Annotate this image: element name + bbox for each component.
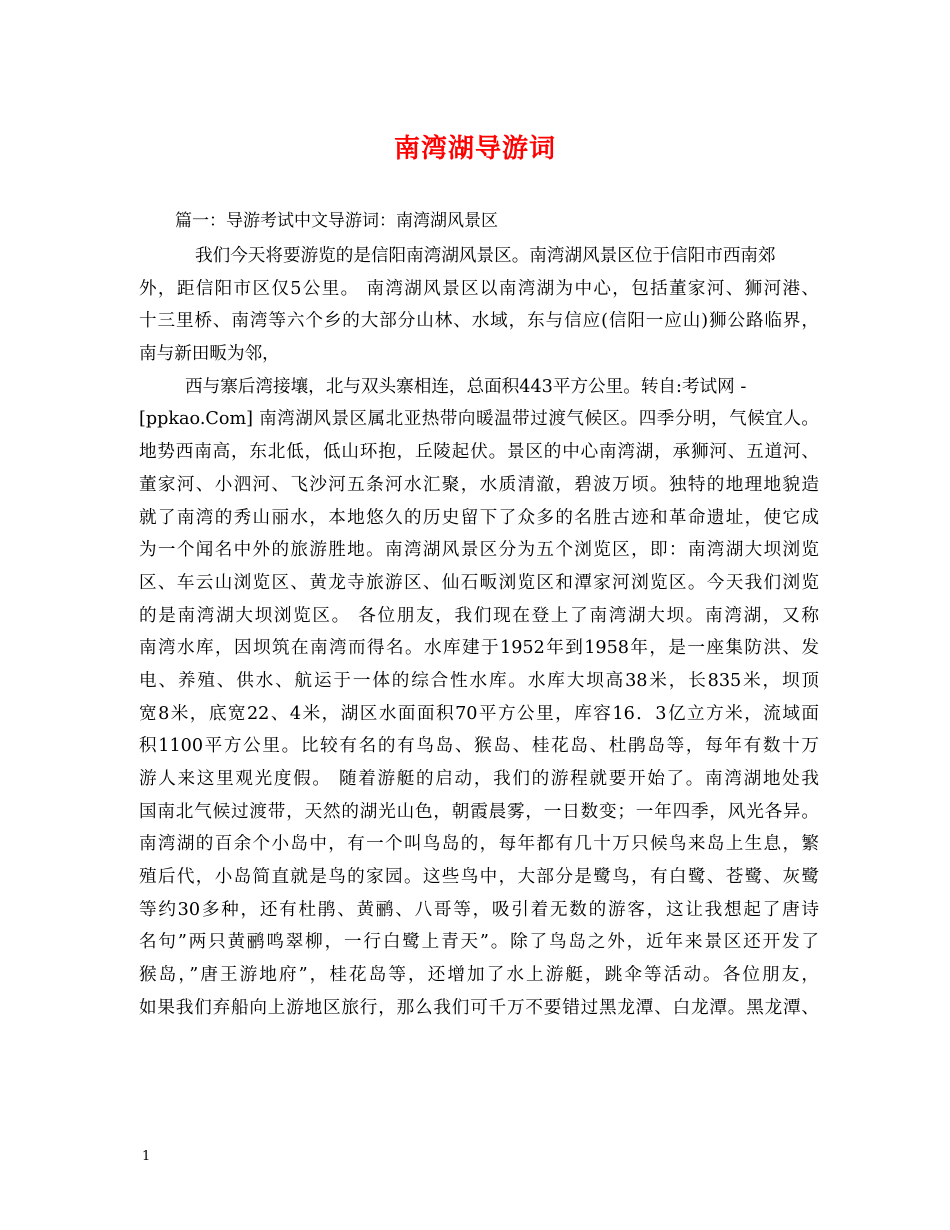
text-line: 西与寨后湾接壤，北与双头寨相连，总面积443平方公里。转自:考试网 - [185, 376, 747, 397]
text-line: 积1100平方公里。比较有名的有鸟岛、猴岛、桂花岛、杜鹃岛等，每年有数十万 [139, 736, 819, 757]
text-line: 猴岛，”唐王游地府”，桂花岛等，还增加了水上游艇，跳伞等活动。各位朋友， [139, 965, 819, 986]
text-line: 南与新田畈为邻， [139, 344, 280, 365]
text-line: 国南北气候过渡带，天然的湖光山色，朝霞晨雾，一日数变；一年四季，风光各异。 [139, 801, 819, 822]
text-line: 为一个闻名中外的旅游胜地。南湾湖风景区分为五个浏览区，即：南湾湖大坝浏览 [139, 540, 819, 561]
body-text [139, 240, 819, 1025]
page-number: 1 [142, 1149, 151, 1164]
text-line: 十三里桥、南湾等六个乡的大部分山林、水域，东与信应(信阳一应山)狮公路临界， [139, 311, 819, 332]
text-line: [ppkao.Com] 南湾湖风景区属北亚热带向暖温带过渡气候区。四季分明，气候宜人。 [139, 409, 819, 430]
text-line: 名句”两只黄鹂鸣翠柳，一行白鹭上青天”。除了鸟岛之外，近年来景区还开发了 [139, 932, 819, 953]
text-line: 董家河、小泗河、飞沙河五条河水汇聚，水质清澈，碧波万顷。独特的地理地貌造 [139, 474, 819, 495]
section-heading: 篇一：导游考试中文导游词：南湾湖风景区 [175, 211, 498, 231]
text-line: 电、养殖、供水、航运于一体的综合性水库。水库大坝高38米，长835米，坝顶 [139, 670, 819, 691]
text-line: 如果我们弃船向上游地区旅行，那么我们可千万不要错过黑龙潭、白龙潭。黑龙潭、 [139, 997, 819, 1018]
text-line: 宽8米，底宽22、4米，湖区水面面积70平方公里，库容16．3亿立方米，流域面 [139, 703, 819, 724]
text-line: 就了南湾的秀山丽水，本地悠久的历史留下了众多的名胜古迹和革命遗址，使它成 [139, 507, 819, 528]
text-line: 南湾水库，因坝筑在南湾而得名。水库建于1952年到1958年，是一座集防洪、发 [139, 638, 819, 659]
text-line: 区、车云山浏览区、黄龙寺旅游区、仙石畈浏览区和潭家河浏览区。今天我们浏览 [139, 572, 819, 593]
text-line: 地势西南高，东北低，低山环抱，丘陵起伏。景区的中心南湾湖，承狮河、五道河、 [139, 442, 819, 463]
text-line: 南湾湖的百余个小岛中，有一个叫鸟岛的，每年都有几十万只候鸟来岛上生息，繁 [139, 834, 819, 855]
document-title: 南湾湖导游词 [393, 134, 556, 164]
text-line: 等约30多种，还有杜鹃、黄鹂、八哥等，吸引着无数的游客，这让我想起了唐诗 [139, 899, 819, 920]
text-line: 殖后代，小岛简直就是鸟的家园。这些鸟中，大部分是鹭鸟，有白鹭、苍鹭、灰鹭 [139, 867, 819, 888]
text-line: 游人来这里观光度假。 随着游艇的启动，我们的游程就要开始了。南湾湖地处我 [139, 769, 819, 789]
text-line: 我们今天将要游览的是信阳南湾湖风景区。南湾湖风景区位于信阳市西南郊 [195, 246, 776, 266]
text-line: 外，距信阳市区仅5公里。 南湾湖风景区以南湾湖为中心，包括董家河、狮河港、 [139, 278, 819, 299]
text-line: 的是南湾湖大坝浏览区。 各位朋友，我们现在登上了南湾湖大坝。南湾湖，又称 [139, 605, 819, 626]
